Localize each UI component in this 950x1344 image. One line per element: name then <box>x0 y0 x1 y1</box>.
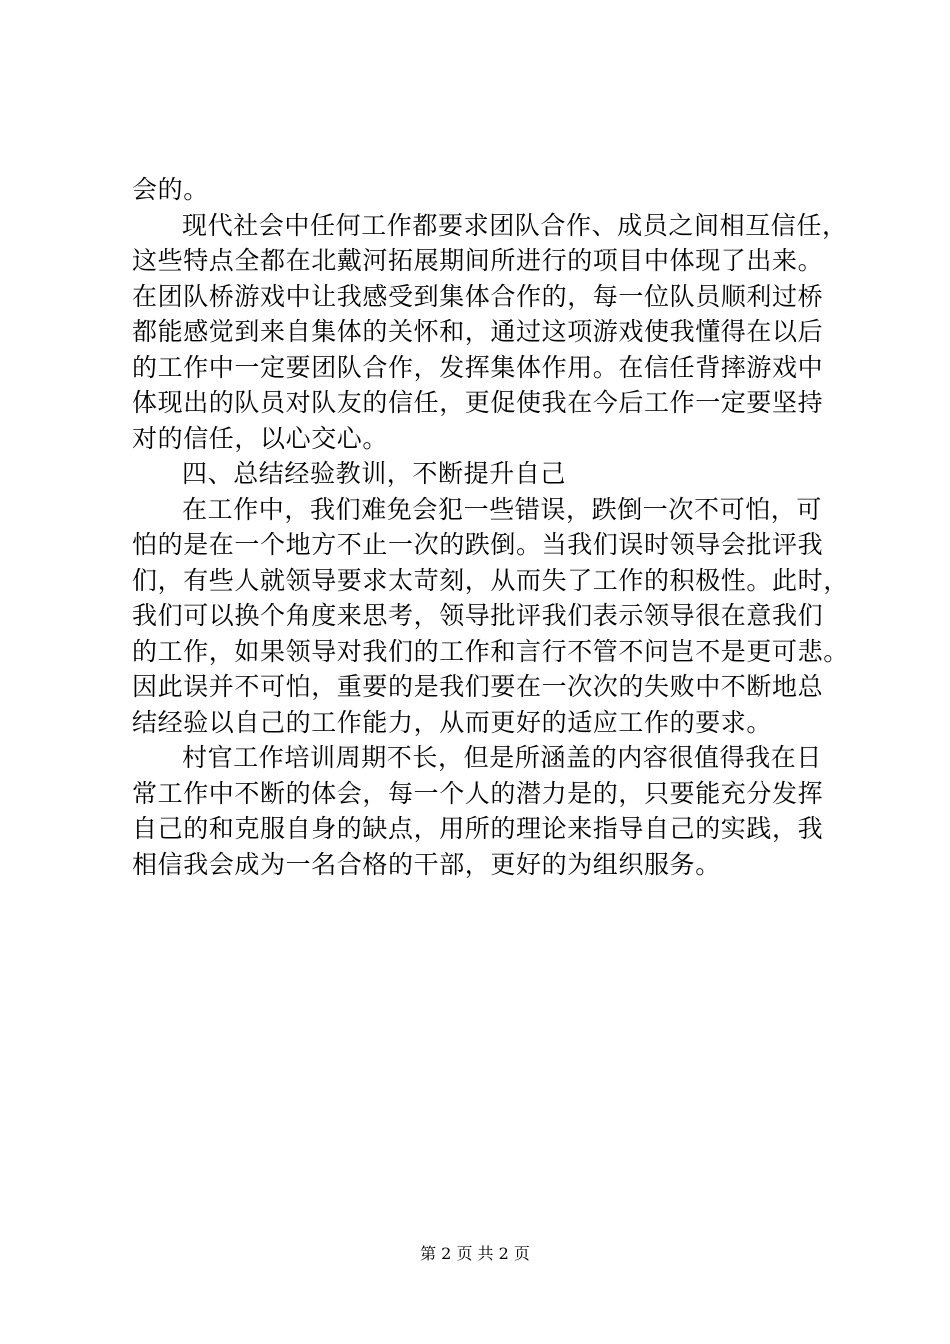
text-line: 对的信任，以心交心。 <box>132 423 389 453</box>
text-line: 常工作中不断的体会，每一个人的潜力是的，只要能充分发挥 <box>132 778 824 808</box>
paragraph-start-line: 现代社会中任何工作都要求团队合作、成员之间相互信任， <box>182 210 848 240</box>
text-line: 体现出的队员对队友的信任，更促使我在今后工作一定要坚持 <box>132 388 824 417</box>
text-line: 自己的和克服自身的缺点，用所的理论来指导自己的实践，我 <box>132 814 824 843</box>
paragraph-start-line: 村官工作培训周期不长，但是所涵盖的内容很值得我在日 <box>182 743 823 772</box>
text-line: 都能感觉到来自集体的关怀和，通过这项游戏使我懂得在以后 <box>132 317 824 346</box>
text-line: 这些特点全都在北戴河拓展期间所进行的项目中体现了出来。 <box>132 246 824 275</box>
text-line: 们，有些人就领导要求太苛刻，从而失了工作的积极性。此时， <box>132 565 849 595</box>
text-line: 结经验以自己的工作能力，从而更好的适应工作的要求。 <box>132 707 773 737</box>
text-line: 我们可以换个角度来思考，领导批评我们表示领导很在意我们 <box>132 601 824 630</box>
text-line: 怕的是在一个地方不止一次的跌倒。当我们误时领导会批评我 <box>132 530 824 559</box>
text-line: 会的。 <box>132 175 209 204</box>
text-line: 相信我会成为一名合格的干部，更好的为组织服务。 <box>132 849 721 879</box>
text-line: 在团队桥游戏中让我感受到集体合作的，每一位队员顺利过桥 <box>132 281 824 311</box>
page-number-footer: 第 2 页 共 2 页 <box>420 1244 530 1263</box>
text-line: 的工作，如果领导对我们的工作和言行不管不问岂不是更可悲。 <box>132 636 849 666</box>
section-heading: 四、总结经验教训，不断提升自己 <box>182 459 567 488</box>
text-line: 的工作中一定要团队合作，发挥集体作用。在信任背摔游戏中 <box>132 352 824 382</box>
paragraph-start-line: 在工作中，我们难免会犯一些错误，跌倒一次不可怕，可 <box>182 494 823 524</box>
body-text <box>132 172 849 882</box>
text-line: 因此误并不可怕，重要的是我们要在一次次的失败中不断地总 <box>132 672 824 701</box>
